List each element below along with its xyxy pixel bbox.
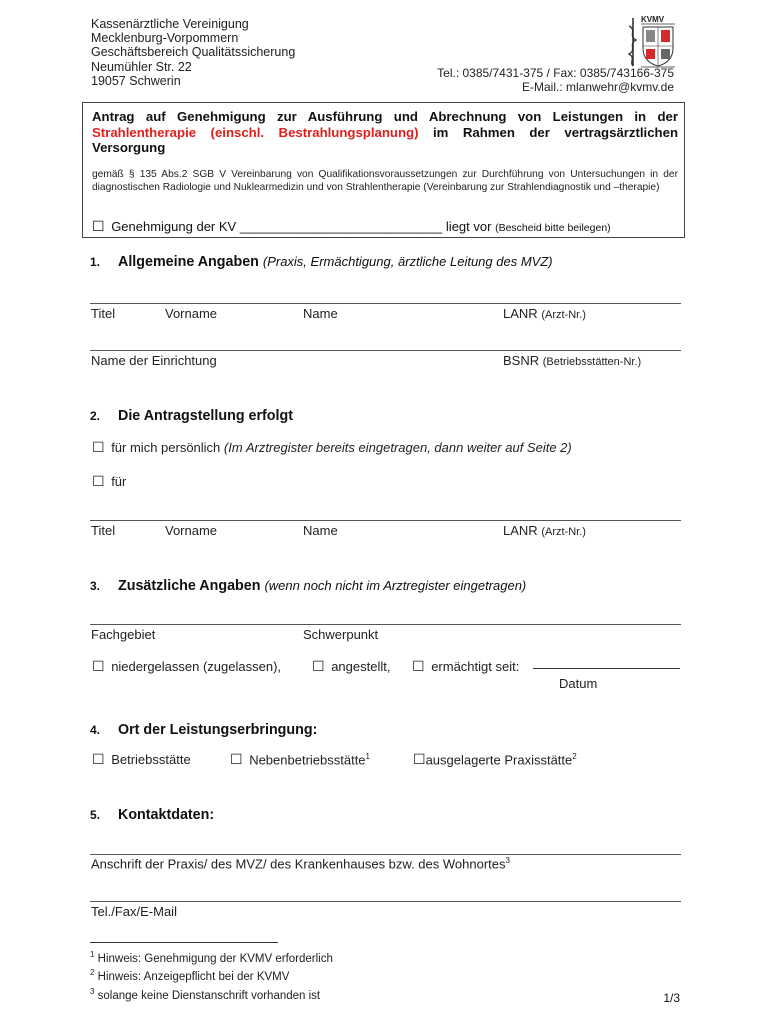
option-for-other xyxy=(92,474,126,489)
footnote: $^2$ Hinweis: Anzeigepflicht bei der KVMV xyxy=(90,968,290,984)
footnote-separator xyxy=(90,942,278,943)
label-tel-fax-email: Tel./Fax/E-Mail xyxy=(91,904,177,919)
label-einrichtung: Name der Einrichtung xyxy=(91,353,217,368)
section-number: 1. xyxy=(90,255,101,269)
title-highlight: Strahlentherapie (einschl. Bestrahlungsplanung) xyxy=(92,124,419,140)
phone-fax: Tel.: 0385/7431-375 / Fax: 0385/743166-375 xyxy=(437,66,674,80)
for-other-label: für xyxy=(111,474,127,489)
label-name: Name xyxy=(303,306,338,321)
input-line-contact[interactable] xyxy=(90,901,681,902)
address-line: Geschäftsbereich Qualitätssicherung xyxy=(91,45,296,60)
footnote-ref: 3 xyxy=(505,856,510,865)
label-bsnr xyxy=(503,353,641,368)
kv-approval-note: (Bescheid bitte beilegen) xyxy=(495,222,611,234)
ausgelagert-checkbox[interactable]: ☐ xyxy=(413,751,426,768)
option-betriebsstaette xyxy=(92,752,191,767)
footnote-ref: 1 xyxy=(365,752,370,761)
contact-block xyxy=(437,66,674,94)
kv-approval-blank[interactable]: ____________________________ xyxy=(239,219,443,234)
logo-text: KVMV xyxy=(641,15,665,24)
page-number: 1/3 xyxy=(663,991,680,1005)
date-input-line[interactable] xyxy=(533,668,680,669)
lanr-text: LANR xyxy=(503,523,538,538)
footnote: $^1$ Hinweis: Genehmigung der KVMV erforderlich xyxy=(90,950,333,965)
angestellt-checkbox[interactable]: ☐ xyxy=(312,658,325,674)
betriebsstaette-label: Betriebsstätte xyxy=(111,752,191,767)
lanr-text: LANR xyxy=(503,306,538,321)
section-number: 2. xyxy=(90,409,101,423)
nebenbetriebsstaette-label: Nebenbetriebsstätte xyxy=(249,752,366,768)
niedergelassen-checkbox[interactable]: ☐ xyxy=(92,658,105,674)
option-niedergelassen xyxy=(92,659,281,674)
label-lanr xyxy=(503,523,586,538)
legal-basis: gemäß § 135 Abs.2 SGB V Vereinbarung von Qualifikationsvoraussetzungen zur Durchführung von Untersuchungen in der diagnostischen Radiologie und Nuklearmedizin und von Strahlentherapie (Vereinbarung zur Strahlendiagnostik und –therapie) xyxy=(92,169,678,193)
kv-approval-suffix: liegt vor xyxy=(445,219,492,234)
nebenbetriebsstaette-checkbox[interactable]: ☐ xyxy=(230,751,243,768)
address-label-text: Anschrift der Praxis/ des MVZ/ des Krankenhauses bzw. des Wohnortes xyxy=(91,856,506,872)
input-line-facility[interactable] xyxy=(90,350,681,351)
kv-approval-row xyxy=(92,219,611,234)
footnote: $^3$ solange keine Dienstanschrift vorhanden ist xyxy=(90,986,321,1002)
address-line: Neumühler Str. 22 xyxy=(91,59,192,74)
label-lanr xyxy=(503,306,586,321)
label-fachgebiet: Fachgebiet xyxy=(91,627,156,642)
option-ermaechtigt xyxy=(412,659,519,674)
sender-address xyxy=(91,17,295,88)
address-line: Mecklenburg-Vorpommern xyxy=(91,31,239,46)
option-ausgelagerte-praxisstaette xyxy=(413,752,577,767)
bsnr-text: BSNR xyxy=(503,353,540,368)
section-title: Ort der Leistungserbringung: xyxy=(118,722,318,738)
option-nebenbetriebsstaette xyxy=(230,752,370,767)
for-other-checkbox[interactable]: ☐ xyxy=(92,473,105,489)
label-datum: Datum xyxy=(559,676,598,691)
input-line-doctor[interactable] xyxy=(90,303,681,304)
section-title: Kontaktdaten: xyxy=(118,807,215,823)
label-schwerpunkt: Schwerpunkt xyxy=(303,627,379,642)
section1-heading xyxy=(90,254,553,270)
personal-label: für mich persönlich xyxy=(111,440,221,455)
option-personal xyxy=(92,440,572,455)
footnotes xyxy=(90,948,333,1003)
section-number: 4. xyxy=(90,723,101,737)
section5-heading xyxy=(90,807,214,823)
kv-approval-label: Genehmigung der KV xyxy=(111,219,237,234)
ermaechtigt-label: ermächtigt seit: xyxy=(431,659,520,674)
section-number: 3. xyxy=(90,579,101,593)
label-vorname: Vorname xyxy=(165,306,218,321)
bsnr-note: (Betriebsstätten-Nr.) xyxy=(542,356,642,368)
label-titel: Titel xyxy=(91,523,116,538)
input-line-address[interactable] xyxy=(90,854,681,855)
footnote-ref: 2 xyxy=(572,752,577,761)
section-title: Die Antragstellung erfolgt xyxy=(118,408,294,424)
section-note: (Praxis, Ermächtigung, ärztliche Leitung des MVZ) xyxy=(262,254,553,269)
label-vorname: Vorname xyxy=(165,523,218,538)
title-part2: im Rahmen der vertragsärztlichen Versorgung xyxy=(92,124,678,155)
personal-note: (Im Arztregister bereits eingetragen, dann weiter auf Seite 2) xyxy=(223,440,572,455)
lanr-note: (Arzt-Nr.) xyxy=(541,526,586,538)
angestellt-label: angestellt, xyxy=(331,659,391,674)
kvmv-logo xyxy=(624,14,676,68)
option-angestellt xyxy=(312,659,390,674)
section-number: 5. xyxy=(90,808,101,822)
label-name: Name xyxy=(303,523,338,538)
title-part1: Antrag auf Genehmigung zur Ausführung und Abrechnung von Leistungen in der xyxy=(92,109,678,124)
input-line-specialty[interactable] xyxy=(90,624,681,625)
section-note: (wenn noch nicht im Arztregister eingetragen) xyxy=(264,578,527,593)
label-address xyxy=(91,856,510,871)
betriebsstaette-checkbox[interactable]: ☐ xyxy=(92,751,105,767)
ausgelagert-label: ausgelagerte Praxisstätte xyxy=(425,752,573,768)
lanr-note: (Arzt-Nr.) xyxy=(541,309,586,321)
section-title: Allgemeine Angaben xyxy=(118,254,259,270)
input-line-other-doctor[interactable] xyxy=(90,520,681,521)
section-title: Zusätzliche Angaben xyxy=(118,578,261,594)
kv-approval-checkbox[interactable]: ☐ xyxy=(92,218,105,234)
section4-heading xyxy=(90,722,317,738)
email: E-Mail.: mlanwehr@kvmv.de xyxy=(522,80,674,94)
form-title xyxy=(92,109,678,156)
address-line: 19057 Schwerin xyxy=(91,73,181,88)
niedergelassen-label: niedergelassen (zugelassen), xyxy=(111,659,282,674)
ermaechtigt-checkbox[interactable]: ☐ xyxy=(412,658,425,674)
section2-heading xyxy=(90,408,293,424)
label-titel: Titel xyxy=(91,306,116,321)
personal-checkbox[interactable]: ☐ xyxy=(92,439,105,455)
address-line: Kassenärztliche Vereinigung xyxy=(91,17,249,31)
section3-heading xyxy=(90,578,526,594)
